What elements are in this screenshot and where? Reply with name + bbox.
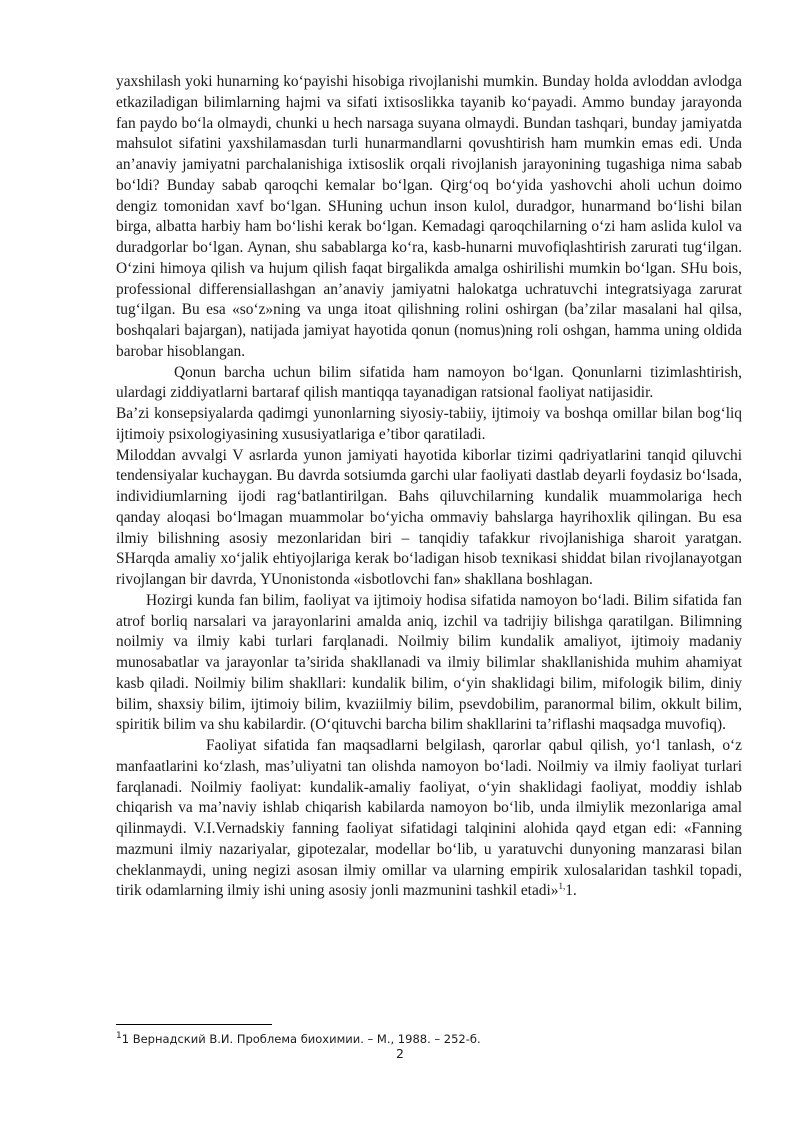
- page-number: 2: [396, 1046, 404, 1061]
- paragraph-4: Miloddan avvalgi V asrlarda yunon jamiyati hayotida kiborlar tizimi qadriyatlarini tanqid qiluvchi tendensiyalar kuchaygan. Bu davrda sotsiumda garchi ular faoliyati dastlab deyarli foydasiz boʻlsada, individiumlarning ijodi ragʻbatlantirilgan. Bahs qiluvchilarning kundalik muammolariga hech qanday aloqasi boʻlmagan muammolar boʻyicha ommaviy bahslarga hayrihoxlik qilingan. Bu esa ilmiy bilishning asosiy mezonlaridan biri – tanqidiy tafakkur rivojlanishiga sharoit yaratgan. SHarqda amaliy xoʻjalik ehtiyojlariga kerak boʻladigan hisob texnikasi shiddat bilan rivojlanayotgan rivojlangan bir davrda, YUnonistonda «isbotlovchi fan» shakllana boshlagan.: [116, 446, 742, 588]
- footnote-reference: 1,: [558, 881, 566, 892]
- footnote-reference-trail: 1.: [565, 882, 577, 900]
- paragraph-5: Hozirgi kunda fan bilim, faoliyat va ijtimoiy hodisa sifatida namoyon boʻladi. Bilim sifatida fan atrof borliq narsalari va jarayonlarini amalda aniq, izchil va tadrijiy bilishga qaratilgan. Bilimning noilmiy va ilmiy kabi turlari farqlanadi. Noilmiy bilim kundalik amaliyot, ijtimoiy madaniy munosabatlar va jarayonlar ta’sirida shakllanadi va ilmiy bilimlar shakllanishida muhim ahamiyat kasb qiladi. Noilmiy bilim shakllari: kundalik bilim, oʻyin shaklidagi bilim, mifologik bilim, diniy bilim, shaxsiy bilim, ijtimoiy bilim, kvaziilmiy bilim, psevdobilim, paranormal bilim, okkult bilim, spiritik bilim va shu kabilardir. (Oʻqituvchi barcha bilim shakllarini ta’riflashi maqsadga muvofiq).: [116, 591, 742, 734]
- footnote: [116, 1031, 742, 1047]
- footnote-text: 1 Вернадский В.И. Проблема биохимии. – М., 1988. – 252-б.: [121, 1032, 481, 1046]
- footnote-separator: [116, 1024, 272, 1025]
- paragraph-6-text: Faoliyat sifatida fan maqsadlarni belgilash, qarorlar qabul qilish, yoʻl tanlash, oʻz manfaatlarini koʻzlash, mas’uliyatni tan olishda namoyon boʻladi. Noilmiy va ilmiy faoliyat turlari farqlanadi. Noilmiy faoliyat: kundalik-amaliy faoliyat, oʻyin shaklidagi faoliyat, moddiy ishlab chiqarish va ma’naviy ishlab chiqarish kabilarda namoyon boʻlib, unda ilmiylik mezonlariga amal qilinmaydi. V.I.Vernadskiy fanning faoliyat sifatidagi talqinini alohida qayd etgan edi: «Fanning mazmuni ilmiy nazariyalar, gipotezalar, modellar boʻlib, u yaratuvchi dunyoning manzarasi bilan cheklanmaydi, uning negizi asosan ilmiy omillar va ularning empirik xulosalaridan tashkil topadi, tirik odamlarning ilmiy ishi uning asosiy jonli mazmunini tashkil etadi»: [116, 737, 742, 900]
- paragraph-1: yaxshilash yoki hunarning koʻpayishi hisobiga rivojlanishi mumkin. Bunday holda avloddan avlodga etkaziladigan bilimlarning hajmi va sifati ixtisoslikka tayanib koʻpayadi. Ammo bunday jarayonda fan paydo boʻla olmaydi, chunki u hech narsaga suyana olmaydi. Bundan tashqari, bunday jamiyatda mahsulot sifatini yaxshilamasdan turli hunarmandlarni qovushtirish ham mumkin emas edi. Unda an’anaviy jamiyatni parchalanishiga ixtisoslik orqali rivojlanish jarayonining tugashiga nima sabab boʻldi? Bunday sabab qaroqchi kemalar boʻlgan. Qirgʻoq boʻyida yashovchi aholi uchun doimo dengiz tomonidan xavf boʻlgan. SHuning uchun inson kulol, duradgor, hunarmand boʻlishi bilan birga, albatta harbiy ham boʻlishi kerak boʻlgan. Kemadagi qaroqchilarning oʻzi ham aslida kulol va duradgorlar boʻlgan. Aynan, shu sabablarga koʻra, kasb-hunarni muvofiqlashtirish zarurati tugʻilgan. Oʻzini himoya qilish va hujum qilish faqat birgalikda amalga oshirilishi mumkin boʻlgan. SHu bois, professional differensiallashgan an’anaviy jamiyatni halokatga uchratuvchi integratsiyaga zarurat tugʻilgan. Bu esa «soʻz»ning va unga itoat qilishning rolini oshirgan (ba’zilar masalani hal qilsa, boshqalari bajargan), natijada jamiyat hayotida qonun (nomus)ning roli oshgan, hamma uning oldida barobar hisoblangan.: [116, 73, 742, 360]
- body-text: [116, 72, 742, 902]
- footnote-marker: 1: [116, 1031, 122, 1042]
- paragraph-6: [116, 736, 742, 902]
- paragraph-2: Qonun barcha uchun bilim sifatida ham namoyon boʻlgan. Qonunlarni tizimlashtirish, ulardagi ziddiyatlarni bartaraf qilish mantiqqa tayanadigan ratsional faoliyat natijasidir.: [116, 363, 742, 402]
- paragraph-3: Ba’zi konsepsiyalarda qadimgi yunonlarning siyosiy-tabiiy, ijtimoiy va boshqa omillar bilan bogʻliq ijtimoiy psixologiyasining xususiyatlariga e’tibor qaratiladi.: [116, 405, 742, 443]
